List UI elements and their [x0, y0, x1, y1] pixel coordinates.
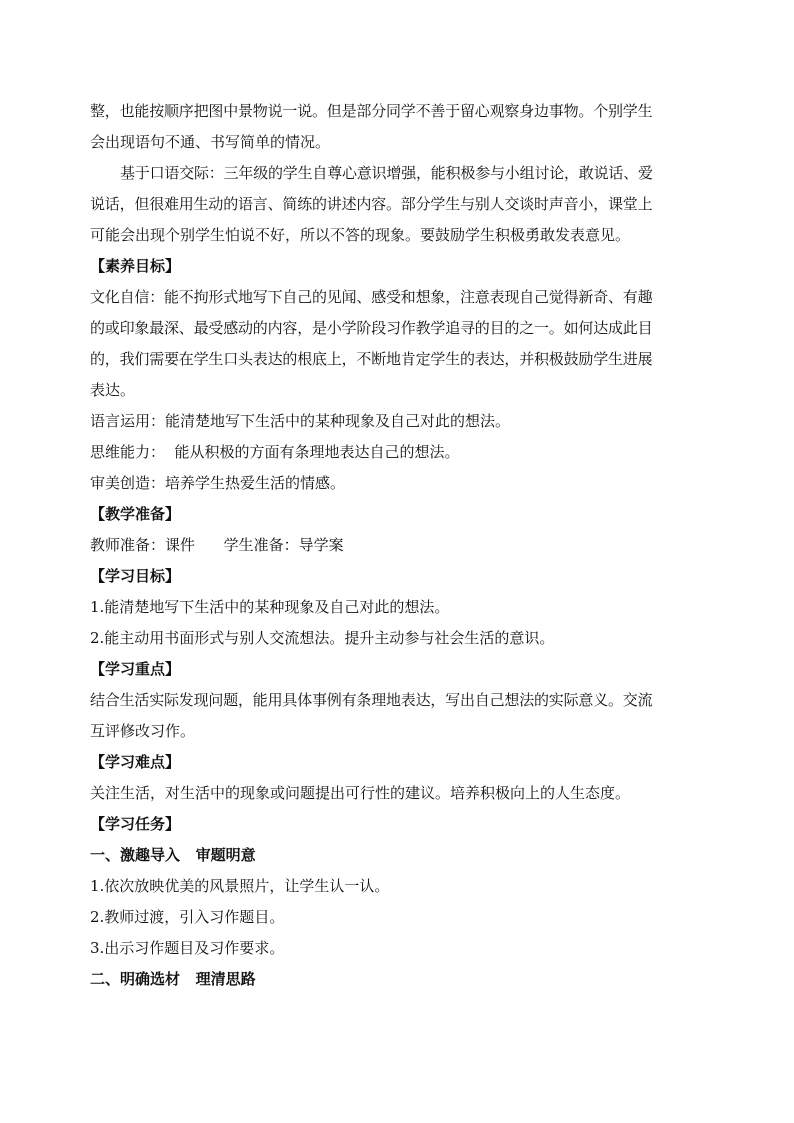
- student-analysis-line-1: 整，也能按顺序把图中景物说一说。但是部分同学不善于留心观察身边事物。个别学生: [90, 102, 653, 120]
- cultural-confidence-line-4: 表达。: [90, 381, 136, 399]
- teaching-prep-text: 教师准备：课件 学生准备：导学案: [90, 536, 344, 554]
- cultural-confidence-line-2: 的或印象最深、最受感动的内容，是小学阶段习作教学追寻的目的之一。如何达成此目: [90, 319, 653, 337]
- aesthetic-text: 审美创造：培养学生热爱生活的情感。: [90, 474, 346, 492]
- learning-goal-item-2: 2.能主动用书面形式与别人交流想法。提升主动参与社会生活的意识。: [90, 629, 555, 647]
- key-points-heading: 【学习重点】: [90, 660, 181, 678]
- cultural-confidence-line-3: 的，我们需要在学生口头表达的根底上，不断地肯定学生的表达，并积极鼓励学生进展: [90, 350, 653, 368]
- tasks-heading: 【学习任务】: [90, 815, 181, 833]
- difficulties-heading: 【学习难点】: [90, 753, 181, 771]
- task-section-1-title: 一、激趣导入 审题明意: [90, 846, 256, 864]
- teaching-prep-heading: 【教学准备】: [90, 505, 181, 523]
- key-points-line-2: 互评修改习作。: [90, 722, 196, 740]
- learning-goal-item-1: 1.能清楚地写下生活中的某种现象及自己对此的想法。: [90, 598, 450, 616]
- literacy-goals-heading: 【素养目标】: [90, 257, 181, 275]
- student-analysis-line-2: 会出现语句不通、书写简单的情况。: [90, 133, 331, 151]
- task-section-2-title: 二、明确选材 理清思路: [90, 970, 256, 988]
- oral-communication-line-3: 可能会出现个别学生怕说不好，所以不答的现象。要鼓励学生积极勇敢发表意见。: [90, 226, 631, 244]
- key-points-line-1: 结合生活实际发现问题，能用具体事例有条理地表达，写出自己想法的实际意义。交流: [90, 691, 653, 709]
- oral-communication-line-1: 基于口语交际：三年级的学生自尊心意识增强，能积极参与小组讨论，敢说话、爱: [120, 164, 653, 182]
- cultural-confidence-line-1: 文化自信：能不拘形式地写下自己的见闻、感受和想象，注意表现自己觉得新奇、有趣: [90, 288, 653, 306]
- task-item-1: 1.依次放映优美的风景照片，让学生认一认。: [90, 877, 390, 895]
- language-use-text: 语言运用：能清楚地写下生活中的某种现象及自己对此的想法。: [90, 412, 511, 430]
- thinking-text: 思维能力： 能从积极的方面有条理地表达自己的想法。: [90, 443, 460, 461]
- task-item-3: 3.出示习作题目及习作要求。: [90, 939, 285, 957]
- document-page: [90, 96, 702, 995]
- difficulties-text: 关注生活，对生活中的现象或问题提出可行性的建议。培养积极向上的人生态度。: [90, 784, 631, 802]
- oral-communication-line-2: 说话，但很难用生动的语言、简练的讲述内容。部分学生与别人交谈时声音小，课堂上: [90, 195, 653, 213]
- task-item-2: 2.教师过渡，引入习作题目。: [90, 908, 285, 926]
- learning-goals-heading: 【学习目标】: [90, 567, 181, 585]
